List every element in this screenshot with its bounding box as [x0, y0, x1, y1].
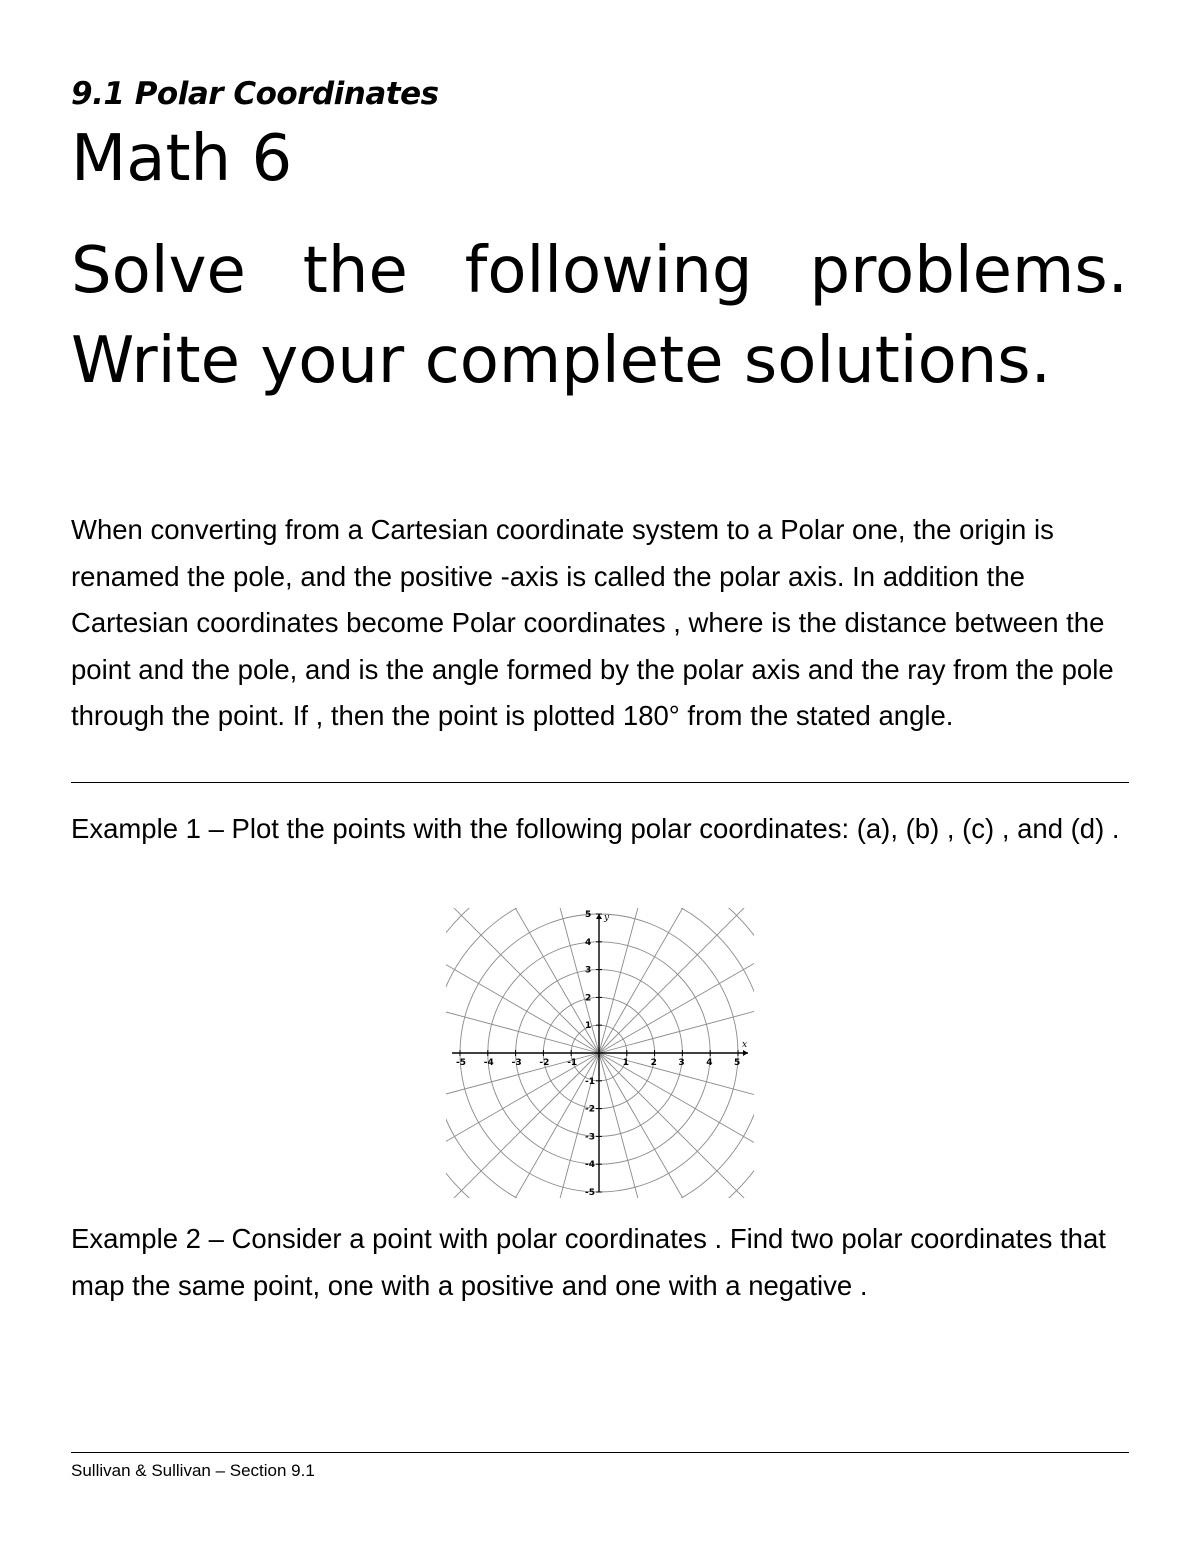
y-tick-label: 1 — [585, 1021, 592, 1032]
x-tick-label: 5 — [734, 1058, 741, 1068]
polar-ray — [446, 923, 599, 1053]
polar-ray — [599, 923, 754, 1053]
polar-ray — [446, 908, 599, 1053]
y-axis-label: y — [604, 913, 610, 923]
footer-text: Sullivan & Sullivan – Section 9.1 — [71, 1461, 315, 1480]
polar-ray — [599, 1053, 754, 1198]
x-tick-label: 3 — [678, 1058, 685, 1068]
polar-ray — [532, 1053, 599, 1198]
x-tick-label: 4 — [706, 1058, 713, 1068]
x-axis-label: x — [742, 1040, 748, 1050]
y-tick-label: -2 — [585, 1104, 595, 1115]
polar-grid-graph — [446, 908, 754, 1198]
y-tick-label: 3 — [585, 965, 592, 976]
x-axis-arrow — [743, 1050, 748, 1056]
intro-paragraph: When converting from a Cartesian coordinate system to a Polar one, the origin is renamed the pole, and the positive -axis is called the polar axis. In addition the Cartesian coordinates become Polar coordinates , where is the distance between the point and the pole, and is the angle formed by the polar axis and the ray from the pole through the point. If , then the point is plotted 180° from the stated angle. — [71, 514, 1114, 731]
polar-ray — [599, 986, 754, 1053]
x-tick-label: 2 — [650, 1058, 657, 1068]
y-axis-arrow — [596, 914, 602, 919]
x-tick-label: -3 — [511, 1058, 522, 1068]
instructions-heading: Solve the following problems. Write your complete solutions. — [71, 234, 1128, 398]
course-title: Math 6 — [71, 122, 293, 196]
polar-ray — [599, 908, 666, 1053]
polar-ray — [599, 908, 754, 1053]
x-tick-label: -2 — [539, 1058, 550, 1068]
x-tick-label: -5 — [456, 1058, 466, 1068]
y-tick-label: -3 — [585, 1132, 595, 1143]
y-tick-label: -4 — [585, 1160, 595, 1171]
example-2-text: Example 2 – Consider a point with polar coordinates . Find two polar coordinates that map the same point, one with a positive and one with a negative . — [71, 1223, 1106, 1301]
example-1-text: Example 1 – Plot the points with the following polar coordinates: (a), (b) , (c) , and (d) . — [71, 813, 1120, 844]
y-tick-label: 4 — [585, 937, 592, 948]
y-tick-label: -5 — [585, 1188, 595, 1198]
divider-rule — [71, 782, 1129, 783]
section-subtitle: 9.1 Polar Coordinates — [71, 76, 439, 112]
polar-ray — [599, 1053, 666, 1198]
x-tick-label: -1 — [567, 1058, 578, 1068]
y-tick-label: 5 — [585, 910, 592, 920]
y-tick-label: -1 — [585, 1076, 595, 1087]
footer-rule — [71, 1452, 1129, 1453]
polar-ray — [446, 1053, 599, 1183]
y-tick-label: 2 — [585, 993, 592, 1004]
x-tick-label: 1 — [622, 1058, 630, 1068]
polar-ray — [446, 1053, 599, 1198]
polar-ray — [599, 1053, 754, 1183]
x-tick-label: -4 — [483, 1058, 494, 1068]
polar-ray — [532, 908, 599, 1053]
